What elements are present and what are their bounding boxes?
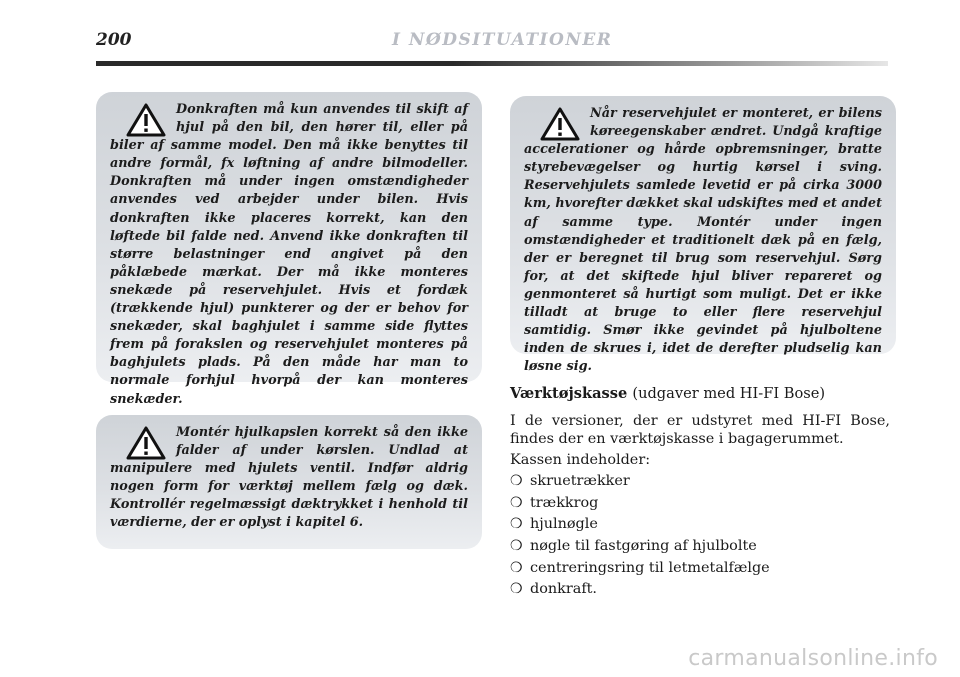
warning-text-hubcap: Montér hjulkapslen korrekt så den ikke falder af under kørslen. Undlad at manipulere med hjulets ventil. Indfør aldrig nogen form for værktøj mellem fælg og dæk. Kontrollér regelmæssigt dæktrykket i henhold til værdierne, der er oplyst i kapitel 6.	[110, 425, 468, 531]
toolbox-heading	[510, 385, 890, 404]
toolbox-section	[510, 385, 890, 602]
list-item: ❍ centreringsring til letmetalfælge	[510, 559, 770, 576]
warning-box-spare-wheel	[510, 96, 896, 375]
circle-bullet-icon: ❍	[510, 538, 523, 555]
circle-bullet-icon: ❍	[510, 473, 523, 489]
list-item: ❍ skruetrækker	[510, 473, 630, 489]
warning-box-hubcap	[96, 415, 482, 549]
circle-bullet-icon: ❍	[510, 516, 523, 533]
toolbox-heading-paren: (udgaver med HI-FI Bose)	[632, 385, 826, 402]
warning-triangle-icon	[126, 103, 166, 137]
warning-text-spare-wheel: Når reservehjulet er monteret, er bilens køreegenskaber ændret. Undgå kraftige accelerationer og hårde opbremsninger, bratte styrebevægelser og hurtig kørsel i sving. Reservehjulets samlede levetid er på cirka 3000 km, hvorefter dækket skal udskiftes med et andet af samme type. Montér under ingen omstændigheder et traditionelt dæk på en fælg, der er beregnet til brug som reservehjul. Sørg for, at det skiftede hjul bliver repareret og genmonteret så hurtigt som muligt. Det er ikke tilladt at bruge to eller flere reservehjul samtidig. Smør ikke gevindet på hjulboltene inden de skrues i, idet de derefter pludselig kan løsne sig.	[524, 106, 882, 375]
list-item: ❍ trækkrog	[510, 494, 599, 511]
list-item: ❍ nøgle til fastgøring af hjulbolte	[510, 538, 757, 555]
toolbox-intro: Kassen indeholder:	[510, 451, 651, 468]
list-item: ❍ hjulnøgle	[510, 516, 598, 533]
warning-box-jack	[96, 92, 482, 407]
warning-text-jack: Donkraften må kun anvendes til skift af hjul på den bil, den hører til, eller på biler af samme model. Den må ikke benyttes til andre formål, fx løftning af andre bilmodeller. Donkraften må under ingen omstændigheder anvendes ved arbejder under bilen. Hvis donkraften ikke placeres korrekt, kan den løftede bil falde ned. Anvend ikke donkraften til større belastninger end angivet på den påklæbede mærkat. Der må ikke monteres snekæde på reservehjulet. Hvis et fordæk (trækkende hjul) punkterer og der er behov for snekæder, skal baghjulet i samme side flyttes frem på forakslen og reservehjulet monteres på baghjulets plads. På den måde har man to normale forhjul hvorpå der kan monteres snekæder.	[110, 102, 468, 407]
watermark: carmanualsonline.info	[688, 646, 938, 671]
section-title: I NØDSITUATIONER	[392, 30, 613, 50]
header-rule	[96, 61, 888, 66]
circle-bullet-icon: ❍	[510, 559, 523, 576]
circle-bullet-icon: ❍	[510, 581, 523, 598]
warning-triangle-icon	[126, 426, 166, 460]
circle-bullet-icon: ❍	[510, 494, 523, 511]
page-number: 200	[96, 30, 132, 50]
toolbox-heading-main: Værktøjskasse	[510, 385, 628, 402]
toolbox-paragraph: I de versioner, der er udstyret med HI-FI Bose, findes der en værktøjskasse i bagagerummet.	[510, 412, 890, 447]
toolbox-item-list	[510, 472, 890, 599]
list-item: ❍ donkraft.	[510, 581, 598, 598]
warning-triangle-icon	[540, 107, 580, 141]
